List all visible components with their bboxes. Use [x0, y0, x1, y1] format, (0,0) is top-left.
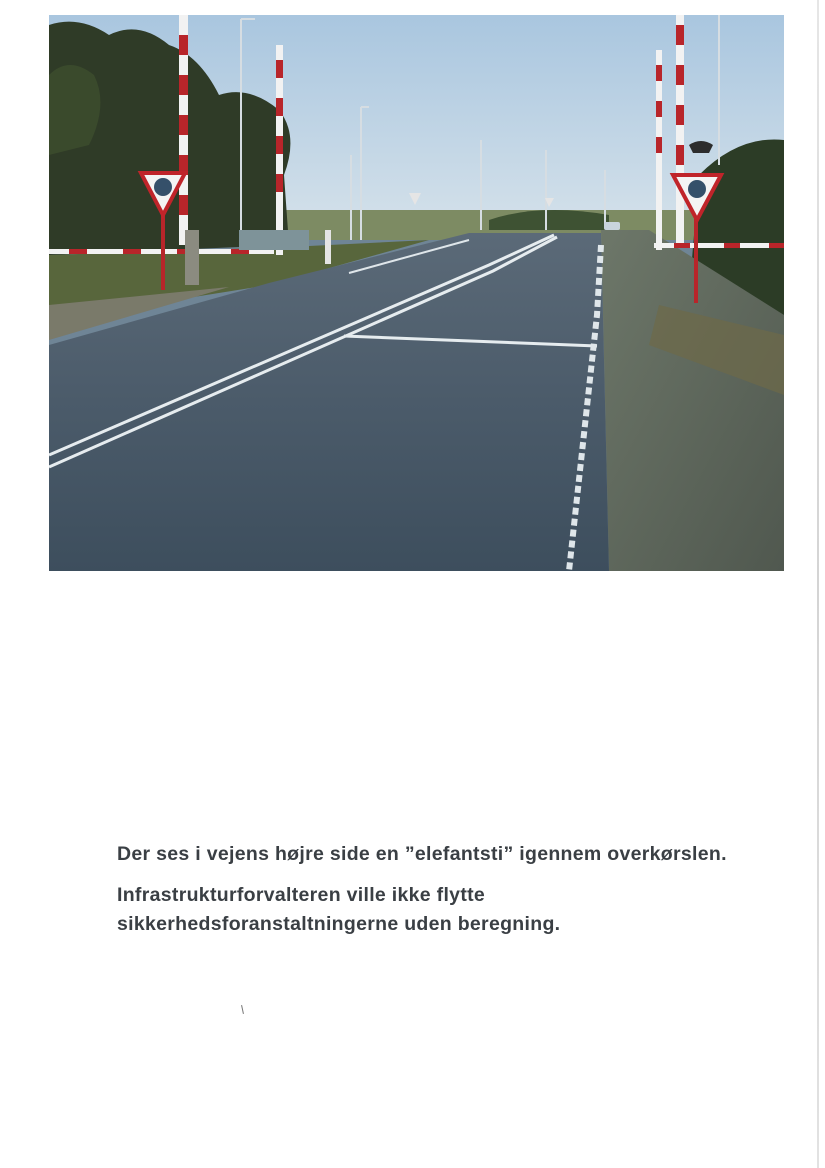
level-crossing-photo [49, 15, 784, 571]
caption [117, 840, 757, 951]
control-box [239, 230, 309, 250]
scan-speck [241, 1005, 244, 1014]
bollard [325, 230, 331, 264]
scan-edge [817, 0, 819, 1168]
post-base [185, 230, 199, 285]
caption-paragraph-1: Der ses i vejens højre side en ”elefantsti” igennem overkørslen. [117, 843, 727, 865]
caption-paragraph-2: Infrastrukturforvalteren ville ikke flytte sikkerhedsforanstaltningerne uden beregning. [117, 884, 561, 935]
photo-illustration [49, 15, 784, 571]
distant-car [604, 222, 620, 230]
